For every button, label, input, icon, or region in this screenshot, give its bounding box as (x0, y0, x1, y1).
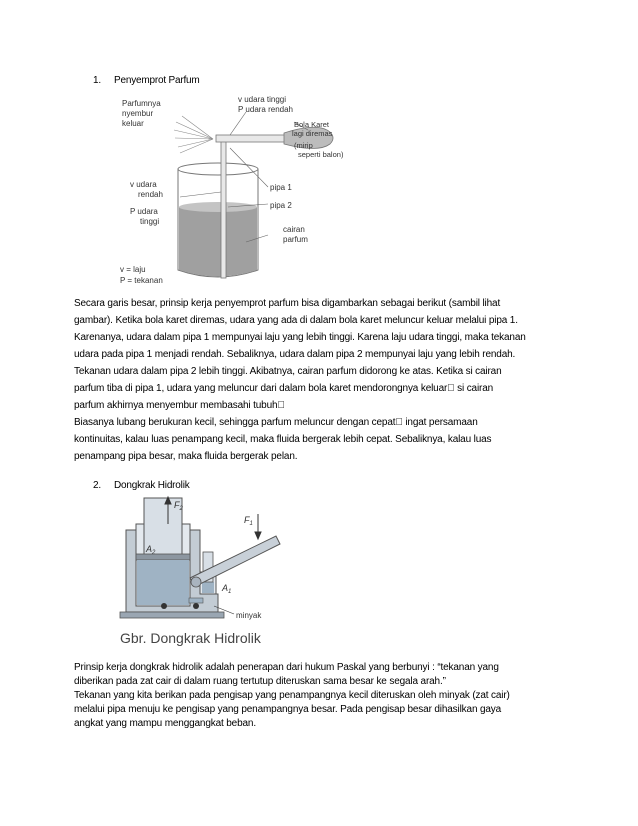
label-legend-v: v = laju (120, 265, 146, 274)
paragraph-line: parfum tiba di pipa 1, udara yang meluncur dari dalam bola karet mendorongnya keluar  si cairan (74, 383, 494, 394)
spray-lines (174, 116, 213, 153)
label-pipe-1: pipa 1 (270, 183, 292, 192)
paragraph-line: Biasanya lubang berukuran kecil, sehingga parfum meluncur dengan cepat  ingat persamaan (74, 417, 478, 428)
paragraph-line: melalui pipa menuju ke pengisap yang penampangnya besar. Pada pengisap besar dihasilkan gaya (74, 704, 502, 715)
section-2-title: Dongkrak Hidrolik (114, 480, 190, 491)
label-perfume-spray-2: nyembur (122, 109, 154, 118)
hydraulic-jack-figure (118, 494, 318, 650)
perfume-liquid (179, 207, 257, 277)
liquid-surface (179, 202, 257, 212)
label-bulb-2: lagi diremas (292, 129, 333, 138)
perfume-sprayer-diagram (118, 92, 348, 292)
paragraph-line: diberikan pada zat cair di dalam ruang tertutup diteruskan sama besar ke segala arah.” (74, 676, 446, 687)
label-oil: minyak (236, 611, 262, 620)
pipe-2 (221, 138, 226, 278)
section-2-number: 2. (93, 480, 101, 491)
label-a1: $A_1$ (222, 583, 232, 595)
valve-right (193, 603, 199, 609)
figure-caption: Gbr. Dongkrak Hidrolik (120, 630, 261, 646)
valve-left (161, 603, 167, 609)
label-v-air-2: rendah (138, 190, 163, 199)
label-v-high: v udara tinggi (238, 95, 287, 104)
label-v-air-1: v udara (130, 180, 157, 189)
connecting-channel (189, 598, 203, 603)
section-2-heading (93, 480, 190, 491)
label-p-low: P udara rendah (238, 105, 294, 114)
jack-base (120, 612, 224, 618)
label-bulb-3: (mirip (294, 141, 313, 150)
label-legend-p: P = tekanan (120, 276, 163, 285)
label-perfume-spray-3: keluar (122, 119, 144, 128)
label-liquid-1: cairan (283, 225, 305, 234)
section-1-title: Penyemprot Parfum (114, 75, 200, 86)
label-pipe-2: pipa 2 (270, 201, 292, 210)
section-1-number: 1. (93, 75, 101, 86)
label-perfume-spray-1: Parfumnya (122, 99, 161, 108)
label-p-air-2: tinggi (140, 217, 160, 226)
paragraph-line: Tekanan yang kita berikan pada pengisap yang penampangnya kecil diteruskan oleh minyak (zat cair) (74, 690, 510, 701)
label-p-air-1: P udara (130, 207, 158, 216)
paragraph-line: Karenanya, udara dalam pipa 1 mempunyai laju yang lebih tinggi. Karena laju udara tinggi, maka tekanan (74, 332, 526, 343)
paragraph-line: parfum akhirnya menyembur membasahi tubuh  (74, 400, 285, 411)
label-a2: $A_2$ (146, 544, 156, 556)
label-bulb-4: seperti balon) (298, 150, 344, 159)
oil-small-cylinder (202, 582, 214, 593)
paragraph-line: gambar). Ketika bola karet diremas, udara yang ada di dalam bola karet meluncur keluar melalui pipa 1. (74, 315, 518, 326)
paragraph-line: kontinuitas, kalau luas penampang kecil, maka fluida bergerak lebih cepat. Sebaliknya, kalau luas (74, 434, 492, 445)
paragraph-line: angkat yang mampu menggangkat beban. (74, 718, 256, 729)
paragraph-line: Secara garis besar, prinsip kerja penyemprot parfum bisa digambarkan sebagai berikut (sambil lihat (74, 298, 501, 309)
section-1-heading (93, 75, 200, 86)
paragraph-line: udara pada pipa 1 menjadi rendah. Sebaliknya, udara dalam pipa 2 mempunyai laju yang lebih rendah. (74, 349, 516, 360)
section-2-paragraph (74, 662, 574, 742)
hydraulic-jack-diagram (118, 494, 318, 650)
paragraph-line: Prinsip kerja dongkrak hidrolik adalah penerapan dari hukum Paskal yang berbunyi : “tekanan yang (74, 662, 499, 673)
oil-big-cylinder (137, 560, 189, 605)
section-1-paragraph (74, 298, 574, 470)
label-f1: $F_1$ (244, 515, 253, 527)
paragraph-line: penampang pipa besar, maka fluida bergerak pelan. (74, 451, 298, 462)
lever-pivot (191, 577, 201, 587)
label-bulb-1: Bola Karet (294, 120, 330, 129)
big-piston-head (136, 554, 190, 560)
paragraph-line: Tekanan udara dalam pipa 2 lebih tinggi. Akibatnya, cairan parfum didorong ke atas. Ketika si cairan (74, 366, 502, 377)
pipe-1 (216, 135, 286, 142)
label-f2: $F_2$ (174, 500, 183, 512)
perfume-sprayer-figure (118, 92, 348, 292)
label-liquid-2: parfum (283, 235, 308, 244)
